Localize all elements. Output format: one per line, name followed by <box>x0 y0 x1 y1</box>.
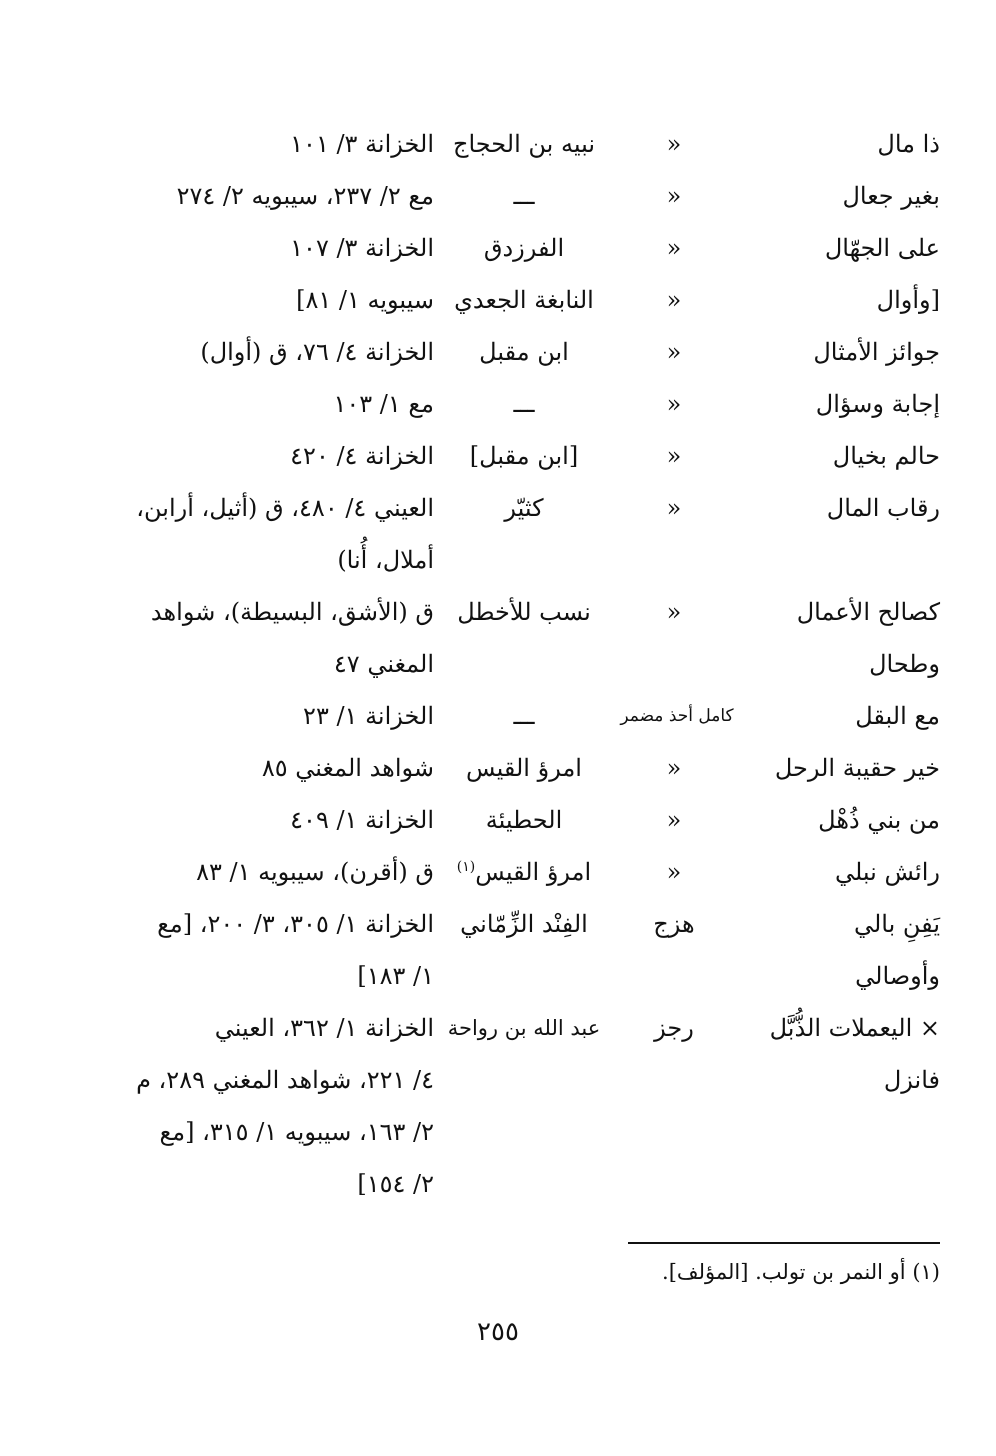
rhyme-cell: حالم بخيال <box>832 442 940 470</box>
poet-cell: نسب للأخطل <box>457 598 591 626</box>
meter-cell: رجز <box>654 1014 694 1042</box>
rhyme-cell: [وأوال <box>876 286 940 314</box>
table-row <box>0 118 996 170</box>
source-cell: الخزانة ٣/ ١٠١ <box>290 130 434 158</box>
poet-cell <box>436 846 612 898</box>
poet-cell: عبد الله بن رواحة <box>447 1016 601 1040</box>
source-cell: العيني ٤/ ٤٨٠، ق (أثيل، أرابن، <box>136 494 434 522</box>
source-cell: الخزانة ١/ ٤٠٩ <box>290 806 434 834</box>
poet-cell: امرؤ القيس <box>466 754 582 782</box>
rhyme-cell: مع البقل <box>855 702 940 730</box>
meter-cell: « <box>666 234 682 262</box>
source-cell-continued: ١/ ١٨٣] <box>357 962 434 990</box>
table-row <box>0 482 996 586</box>
rhyme-cell: يَفِنِ بالي <box>853 910 940 938</box>
meter-cell: « <box>666 806 682 834</box>
rhyme-cell: على الجهّال <box>824 234 940 262</box>
poet-cell: ـــ <box>513 182 535 210</box>
rhyme-cell: كصالح الأعمال <box>796 598 940 626</box>
meter-cell: « <box>666 754 682 782</box>
poet-cell: الفرزدق <box>483 234 565 262</box>
meter-cell: « <box>666 338 682 366</box>
rhyme-cell: رائش نبلي <box>834 858 940 886</box>
page-number: ٢٥٥ <box>477 1317 519 1347</box>
meter-cell: « <box>666 182 682 210</box>
rhyme-cell: من بني ذُهْل <box>818 806 940 834</box>
rhyme-cell: رقاب المال <box>826 494 940 522</box>
meter-cell: هزج <box>653 910 695 938</box>
source-cell: ق (الأشق، البسيطة)، شواهد <box>150 598 434 626</box>
table-row <box>0 898 996 1002</box>
table-row <box>0 794 996 846</box>
meter-cell: « <box>666 390 682 418</box>
source-cell: الخزانة ٤/ ٤٢٠ <box>290 442 434 470</box>
poet-cell: [ابن مقبل] <box>469 442 579 470</box>
poet-cell: كثيّر <box>504 494 544 522</box>
table-row <box>0 222 996 274</box>
source-cell-continued: أملال، أُنا) <box>337 546 434 574</box>
table-row <box>0 1002 996 1210</box>
meter-cell: كامل أحذ مضمر <box>620 706 734 726</box>
rhyme-cell-continued: وأوصالي <box>855 962 940 990</box>
rhyme-cell: جوائز الأمثال <box>813 338 940 366</box>
meter-cell: « <box>666 130 682 158</box>
poet-name: امرؤ القيس <box>475 858 592 886</box>
rhyme-cell: ذا مال <box>877 130 940 158</box>
poet-cell: ابن مقبل <box>479 338 569 366</box>
poet-cell: نبيه بن الحجاج <box>452 130 595 158</box>
poet-cell: ـــ <box>513 702 535 730</box>
source-cell-continued: ٢/ ١٦٣، سيبويه ١/ ٣١٥، [مع <box>159 1118 434 1146</box>
source-cell: الخزانة ٤/ ٧٦، ق (أوال) <box>200 338 434 366</box>
table-row <box>0 170 996 222</box>
source-cell: ق (أقرن)، سيبويه ١/ ٨٣ <box>196 858 434 886</box>
table-row <box>0 742 996 794</box>
meter-cell: « <box>666 858 682 886</box>
source-cell: الخزانة ١/ ٣٦٢، العيني <box>214 1014 434 1042</box>
table-row <box>0 378 996 430</box>
table-row <box>0 326 996 378</box>
rhyme-cell: خير حقيبة الرحل <box>774 754 940 782</box>
source-cell: مع ٢/ ٢٣٧، سيبويه ٢/ ٢٧٤ <box>176 182 434 210</box>
source-cell: شواهد المغني ٨٥ <box>261 754 434 782</box>
source-cell: الخزانة ٣/ ١٠٧ <box>290 234 434 262</box>
poet-cell: الفِنْد الزِّمّاني <box>460 910 588 938</box>
footnote-marker[interactable]: (١) <box>456 859 476 875</box>
poet-cell: النابغة الجعدي <box>454 286 594 314</box>
rhyme-cell: × اليعملات الذُّبَّل <box>769 1014 940 1042</box>
meter-cell: « <box>666 286 682 314</box>
rhyme-cell-continued: فانزل <box>883 1066 940 1094</box>
table-row <box>0 846 996 898</box>
table-row <box>0 586 996 690</box>
source-cell: سيبويه ١/ ٨١] <box>296 286 434 314</box>
table-row <box>0 274 996 326</box>
table-row <box>0 690 996 742</box>
footnote: (١) أو النمر بن تولب. [المؤلف]. <box>662 1260 940 1284</box>
meter-cell: « <box>666 494 682 522</box>
rhyme-cell: إجابة وسؤال <box>815 390 940 418</box>
rhyme-cell: بغير جعال <box>842 182 940 210</box>
poet-cell: ـــ <box>513 390 535 418</box>
meter-cell: « <box>666 598 682 626</box>
footnote-divider <box>628 1242 940 1244</box>
source-cell-continued: المغني ٤٧ <box>333 650 434 678</box>
source-cell: مع ١/ ١٠٣ <box>333 390 434 418</box>
poet-cell: الحطيئة <box>485 806 563 834</box>
source-cell: الخزانة ١/ ٢٣ <box>303 702 434 730</box>
source-cell: الخزانة ١/ ٣٠٥، ٣/ ٢٠٠، [مع <box>157 910 434 938</box>
source-cell-continued: ٢/ ١٥٤] <box>357 1170 434 1198</box>
source-cell-continued: ٤/ ٢٢١، شواهد المغني ٢٨٩، م <box>136 1066 434 1094</box>
table-row <box>0 430 996 482</box>
rhyme-cell-continued: وطحال <box>869 650 940 678</box>
meter-cell: « <box>666 442 682 470</box>
